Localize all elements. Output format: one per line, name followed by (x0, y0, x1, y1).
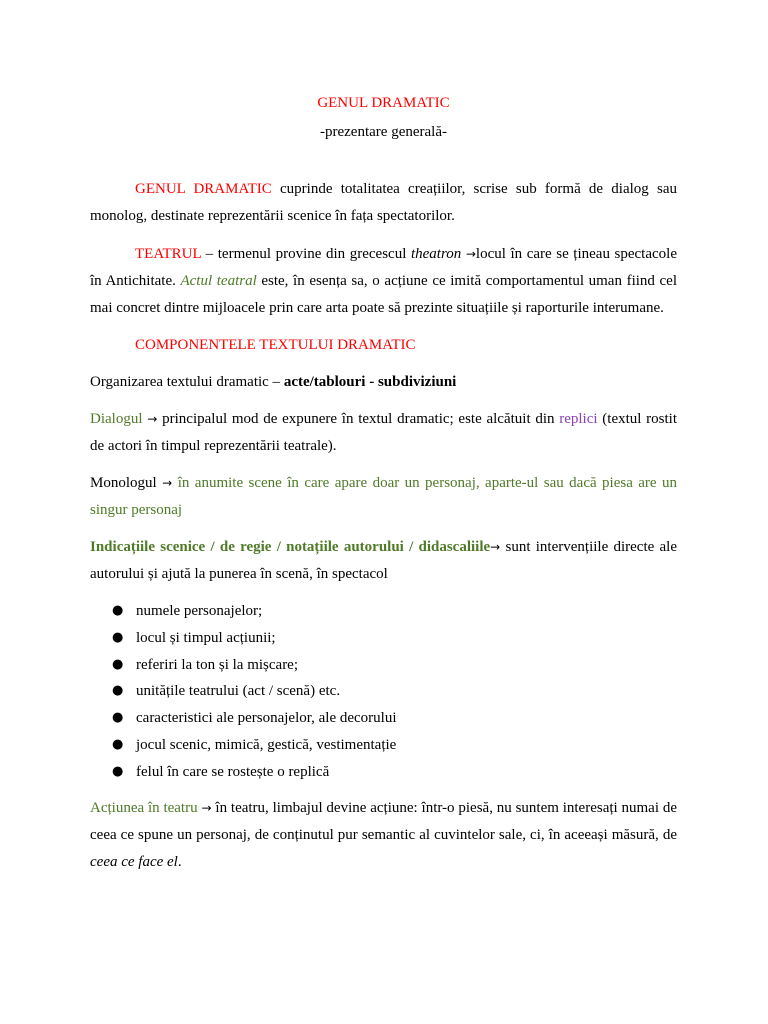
paragraph-text: . (177, 854, 182, 870)
paragraph-indicatiile (90, 534, 677, 588)
list-item (90, 759, 677, 786)
paragraph-actiunea (90, 795, 677, 876)
arrow-icon: → (461, 247, 476, 261)
bold-subdiviziuni: acte/tablouri - subdiviziuni (283, 374, 457, 390)
list-item (90, 705, 677, 732)
paragraph-teatrul (90, 241, 677, 322)
list-item-text: caracteristici ale personajelor, ale decorului (136, 710, 397, 727)
list-item-text: jocul scenic, mimică, gestică, vestimentație (136, 736, 397, 753)
paragraph-text: principalul mod de expunere în textul dramatic; este alcătuit din (162, 411, 560, 427)
term-actul-teatral: Actul teatral (180, 273, 257, 289)
bullet-icon: ● (112, 683, 124, 699)
paragraph-organizarea (90, 369, 677, 396)
paragraph-text: sunt intervențiile directe ale autorului și ajută la punerea în scenă, în spectacol (90, 539, 677, 582)
paragraph-text: – termenul provine din grecescul (201, 246, 411, 262)
bullet-icon: ● (112, 763, 124, 779)
section-heading: COMPONENTELE TEXTULUI DRAMATIC (135, 337, 416, 353)
paragraph-text: este, în esența sa, o acțiune ce imită comportamentul uman fiind cel mai concret dintre mijloacele prin care arta poate să prezinte situațiile și raporturile interumane. (90, 273, 678, 316)
list-item (90, 652, 677, 679)
document-subtitle: -prezentare generală- (320, 124, 447, 140)
document-title: GENUL DRAMATIC (317, 95, 450, 111)
paragraph-text: (textul rostit de actori în timpul reprezentării teatrale). (90, 411, 677, 454)
term-actiunea-in-teatru: Acțiunea în teatru (90, 800, 198, 816)
term-teatrul: TEATRUL (135, 246, 202, 262)
term-dialogul: Dialogul (90, 411, 143, 427)
bullet-icon: ● (112, 656, 124, 672)
paragraph-genul-dramatic (90, 176, 677, 230)
term-monologul: Monologul (90, 475, 157, 491)
term-replici: replici (559, 411, 598, 427)
paragraph-monologul (90, 470, 677, 524)
paragraph-text: în teatru, limbajul devine acțiune: într-o piesă, nu suntem interesați numai de ceea ce spune un personaj, de conținutul pur semantic al cuvintelor sale, ci, în aceeași măsură, de (90, 800, 677, 843)
arrow-icon: → (197, 801, 216, 815)
bullet-list (90, 598, 677, 786)
list-item (90, 732, 677, 759)
list-item-text: locul și timpul acțiunii; (136, 629, 276, 646)
italic-ceea-ce-face-el: ceea ce face el (90, 854, 178, 870)
word-theatron: theatron (410, 246, 462, 262)
term-genul-dramatic: GENUL DRAMATIC (135, 181, 272, 197)
paragraph-dialogul (90, 406, 677, 460)
paragraph-text: locul în care se țineau spectacole în Antichitate. (90, 246, 677, 289)
list-item-text: numele personajelor; (136, 603, 263, 619)
bullet-icon: ● (112, 736, 124, 752)
list-item-text: referiri la ton și la mișcare; (136, 656, 299, 673)
arrow-icon: → (156, 476, 178, 490)
list-item (90, 678, 677, 705)
bullet-icon: ● (112, 710, 124, 726)
paragraph-text: în anumite scene în care apare doar un personaj, aparte-ul sau dacă piesa are un singur personaj (90, 475, 678, 518)
bullet-icon: ● (112, 603, 124, 618)
paragraph-text: cuprinde totalitatea creațiilor, scrise sub formă de dialog sau monolog, destinate reprezentării scenice în fața spectatorilor. (90, 181, 677, 224)
bullet-icon: ● (112, 629, 124, 645)
list-item (90, 598, 677, 625)
arrow-icon: → (142, 412, 163, 426)
term-indicatiile-scenice: Indicațiile scenice / de regie / notațiile autorului / didascaliile (90, 539, 491, 555)
arrow-icon: → (490, 540, 506, 554)
list-item (90, 625, 677, 652)
list-item-text: felul în care se rostește o replică (136, 763, 330, 780)
list-item-text: unitățile teatrului (act / scenă) etc. (136, 683, 341, 700)
paragraph-text: Organizarea textului dramatic – (90, 374, 284, 390)
